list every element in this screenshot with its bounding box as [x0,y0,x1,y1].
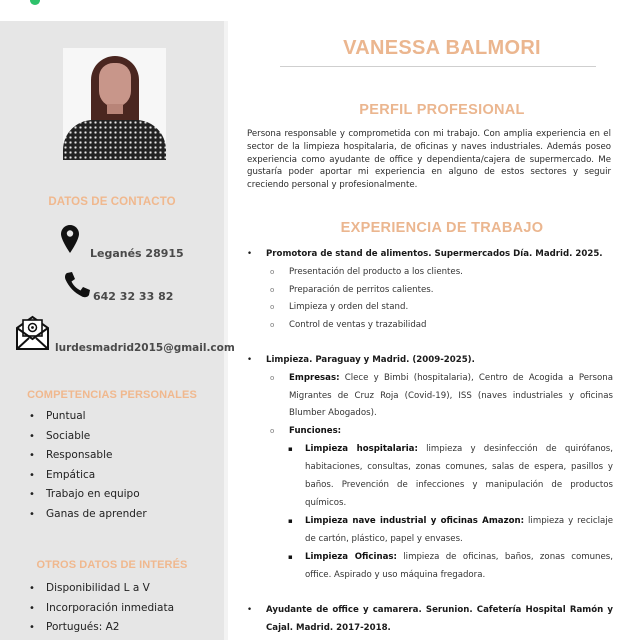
other-item: • Portugués: A2 [28,618,174,638]
other-heading: OTROS DATOS DE INTERÉS [36,559,188,571]
job-entry-2 [247,352,613,584]
contact-heading: DATOS DE CONTACTO [48,196,176,208]
job-task: o Presentación del producto a los clientes. [247,264,613,282]
function-text: limpieza de oficinas, baños, zonas comunes, office. Aspirado y uso máquina fregadora. [305,551,613,580]
job-function [247,513,613,549]
function-label: Limpieza nave industrial y oficinas Amazon: [305,515,525,526]
name-divider [280,66,596,67]
other-item: • Incorporación inmediata [28,599,174,619]
candidate-name: VANESSA BALMORI [343,37,541,59]
skill-item: • Responsable [28,446,147,466]
skill-item: • Sociable [28,427,147,447]
main-content [228,21,640,640]
email-icon [16,314,49,350]
job-entry-1 [247,246,613,335]
experience-heading: EXPERIENCIA DE TRABAJO [340,220,544,236]
skills-list [28,407,147,525]
skill-item: • Ganas de aprender [28,505,147,525]
function-text: limpieza y desinfección de quirófanos, habitaciones, consultas, zonas comunes, salas de espera, pasillos y baños. Prevención de infecciones y manipulación de productos químicos. [305,444,614,508]
job-task: o Preparación de perritos calientes. [247,282,613,300]
job-companies [247,370,613,424]
phone-text: 642 32 33 82 [93,290,174,303]
skill-item: • Trabajo en equipo [28,485,147,505]
function-label: Limpieza Oficinas: [305,551,397,562]
photo-face [99,63,131,107]
top-strip [0,0,640,21]
skills-heading: COMPETENCIAS PERSONALES [27,389,197,401]
job-title: • Limpieza. Paraguay y Madrid. (2009-2025). [247,352,613,370]
job-task: o Control de ventas y trazabilidad [247,317,613,335]
location-text: Leganés 28915 [90,247,184,260]
function-text: limpieza y reciclaje de cartón, plástico, papel y envases. [305,515,613,544]
email-text: lurdesmadrid2015@gmail.com [55,342,235,354]
job-functions [247,423,613,441]
status-dot-icon [30,0,40,5]
job-title: • Ayudante de office y camarera. Serunion. Cafetería Hospital Ramón y Cajal. Madrid. 2017-2018. [247,602,613,637]
function-label: Limpieza hospitalaria: [305,444,418,455]
other-item: • Disponibilidad L a V [28,579,174,599]
functions-label: Funciones: [289,426,342,437]
phone-icon [64,272,90,298]
profile-photo [63,48,166,160]
companies-label: Empresas: [289,372,340,383]
map-pin-icon [61,225,79,253]
job-function [247,549,613,585]
job-function [247,441,613,513]
job-task: o Limpieza y orden del stand. [247,299,613,317]
skill-item: • Puntual [28,407,147,427]
profile-text: Persona responsable y comprometida con mi trabajo. Con amplia experiencia en el sector de la limpieza hospitalaria, de oficinas y naves industriales. Además poseo experiencia como ayudante de office y dependienta/cajera de supermercado. Me gustaría poder aportar mi experiencia en alguno de estos sectores y seguir creciendo personal y profesionalmente. [247,129,611,191]
profile-heading: PERFIL PROFESIONAL [359,102,525,118]
photo-neck [107,104,123,114]
other-list [28,579,174,638]
photo-shirt [63,120,166,160]
job-entry-3 [247,602,613,637]
skill-item: • Empática [28,466,147,486]
companies-text: Clece y Bimbi (hospitalaria), Centro de Acogida a Persona Migrantes de Cruz Roja (Covid-19), ISS (naves industriales y oficinas Blumber Abogados). [289,372,613,419]
job-title: • Promotora de stand de alimentos. Supermercados Día. Madrid. 2025. [247,246,613,264]
